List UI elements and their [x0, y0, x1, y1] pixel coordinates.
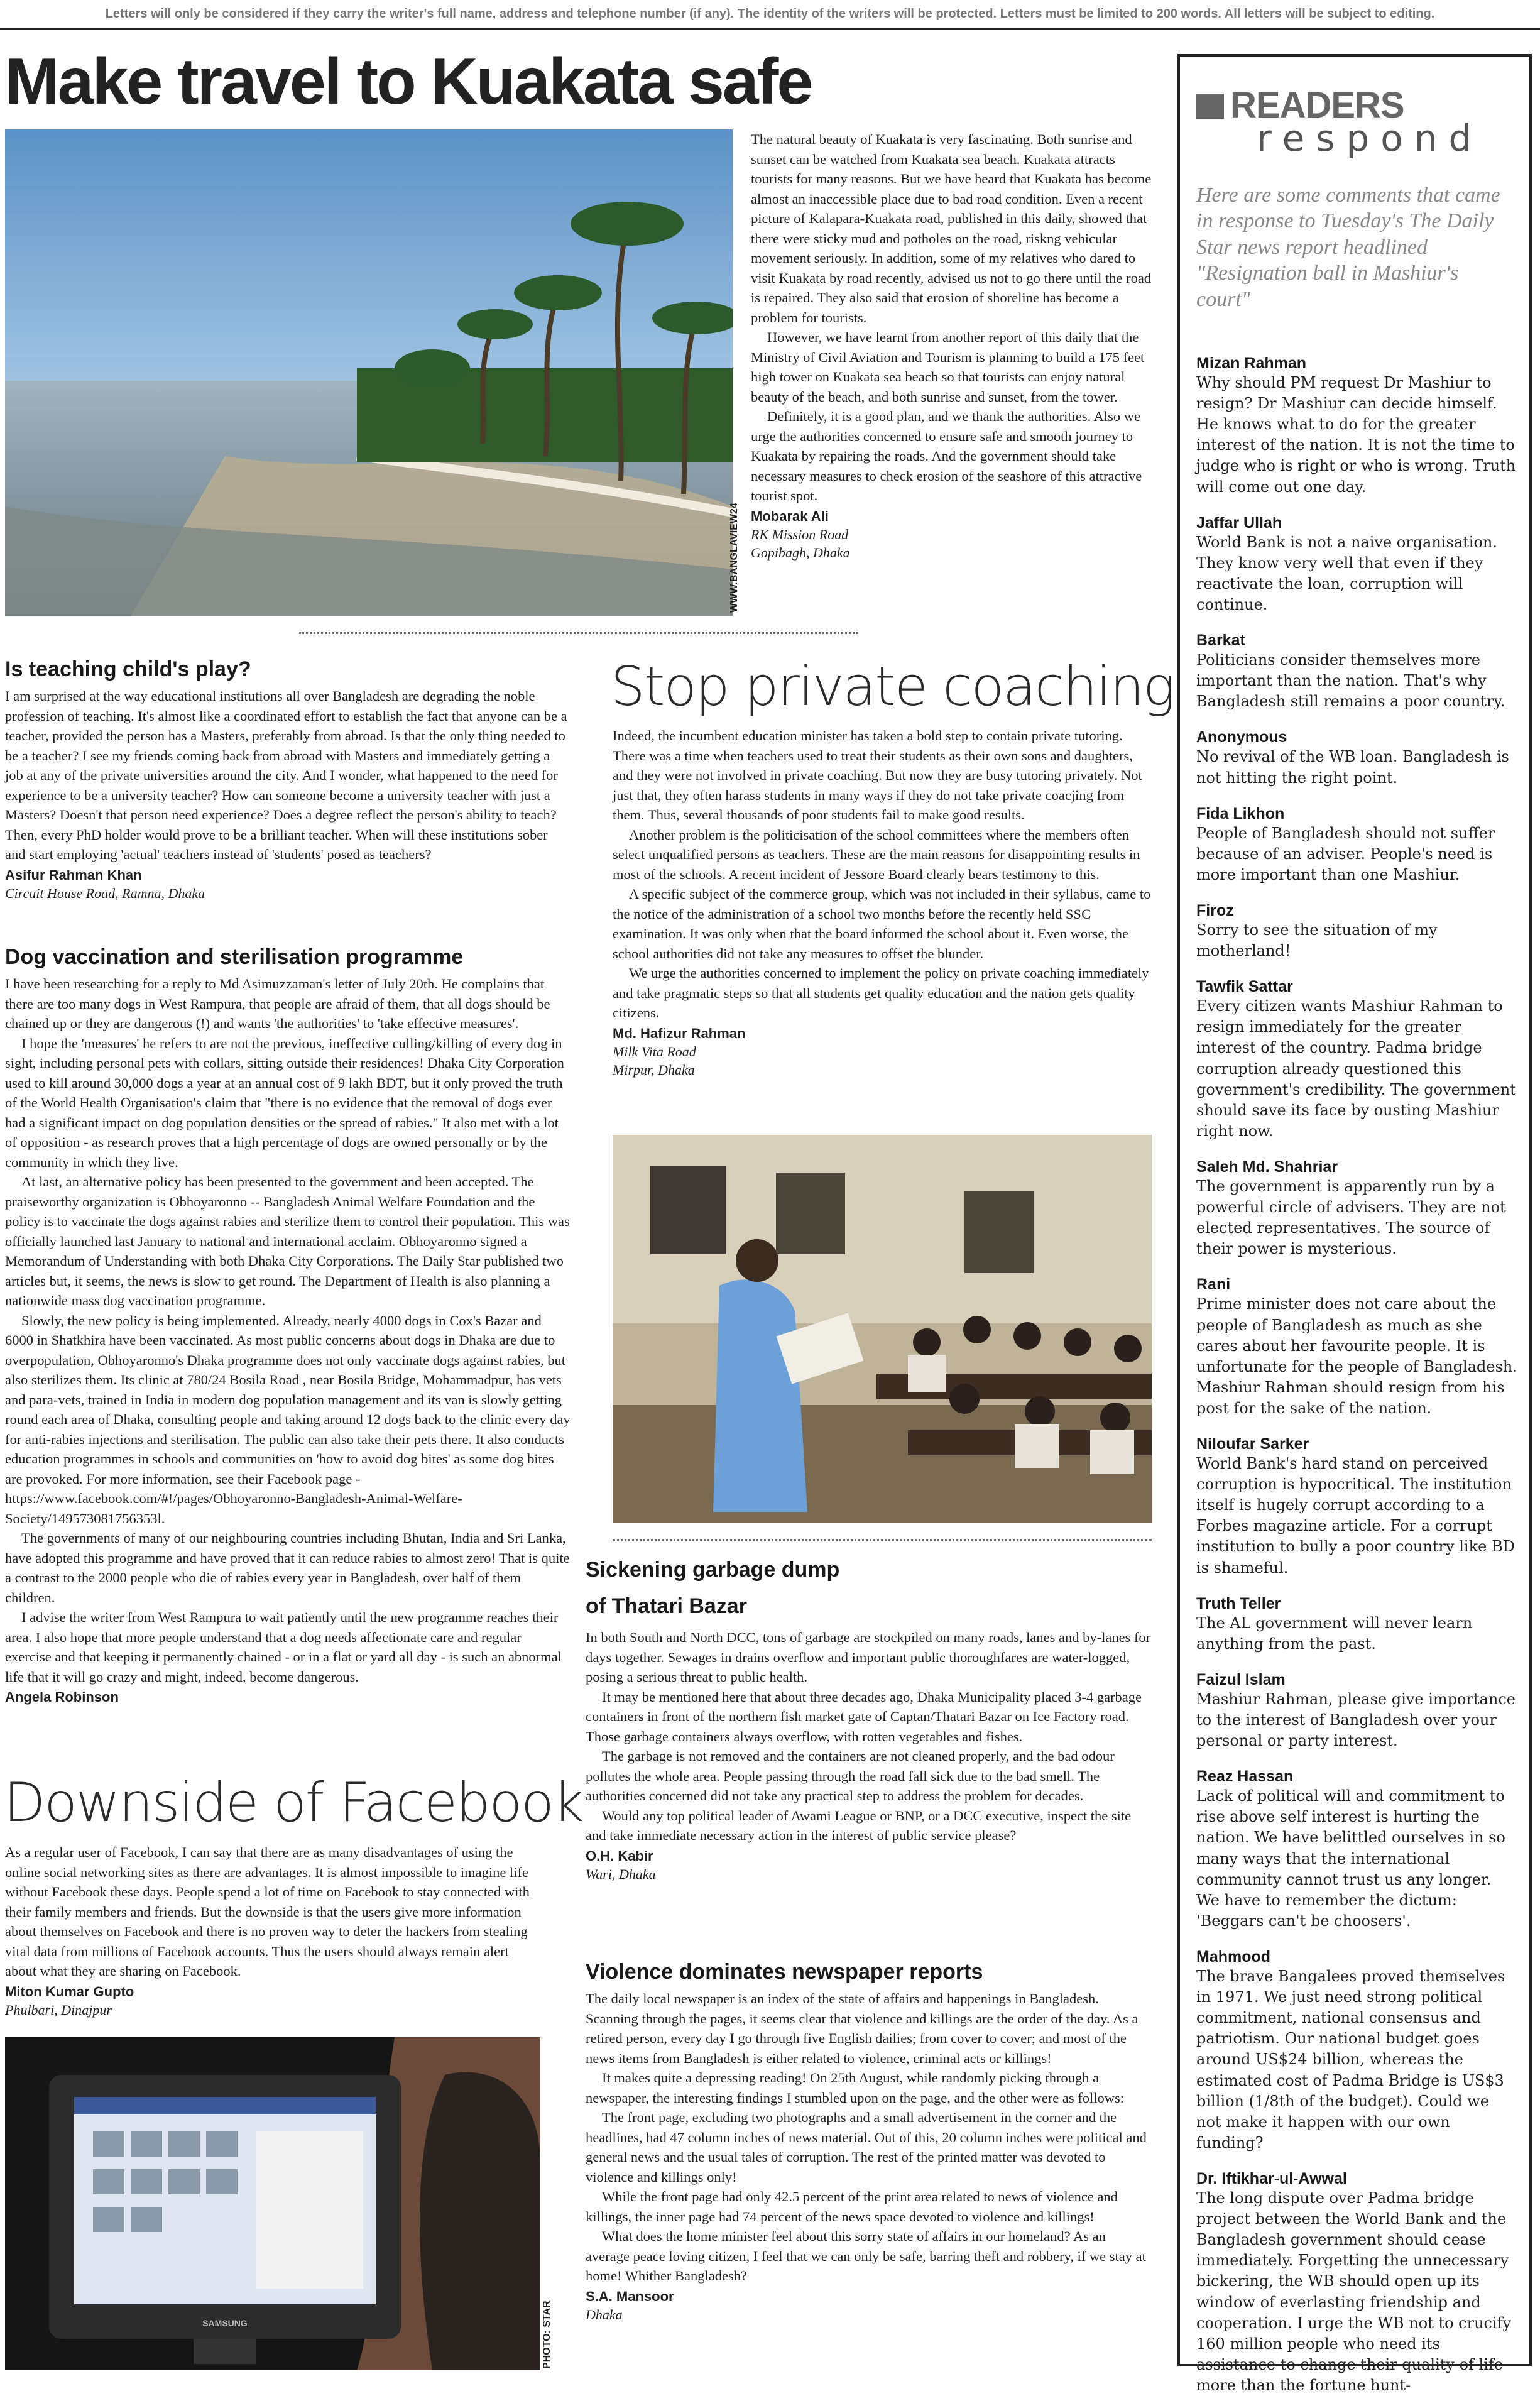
teaching-signature: Asifur Rahman Khan	[5, 867, 142, 883]
dogs-signature: Angela Robinson	[5, 1689, 119, 1705]
comment-text: World Bank is not a naive organisation. They know very well that even if they reactivate the loan, corruption will continue.	[1196, 533, 1497, 613]
readers-title-word2: respond	[1257, 117, 1483, 160]
coaching-address: Milk Vita Road	[613, 1044, 696, 1060]
readers-title-word1: READERS	[1230, 85, 1404, 126]
facebook-paragraph: As a regular user of Facebook, I can say that there are as many disadvantages of using the online social networking sites as there are advantages. It is almost impossible to imagine life without Facebook these days. People spend a lot of time on Facebook to stay connected with their family members and friends. But the downside is that the users give more information about themselves on Facebook and there is no proven way to deter the hackers from stealing vital data from millions of Facebook accounts. Thus the users should always remain alert about what they are sharing on Facebook.	[5, 1844, 530, 1979]
facebook-address: Phulbari, Dinajpur	[5, 2002, 112, 2018]
kuakata-signature: Mobarak Ali	[751, 508, 829, 524]
list-item	[1196, 902, 1518, 961]
comment-text: Sorry to see the situation of my motherland!	[1196, 921, 1438, 960]
kuakata-letter-body	[751, 129, 1153, 562]
kuakata-paragraph: The natural beauty of Kuakata is very fascinating. Both sunrise and sunset can be watched from Kuakata sea beach. Kuakata attracts tourists for many reasons. But we have heard that Kuakata has become almost an inaccessible place due to bad road condition. Even a recent picture of Kalapara-Kuakata road, published in this daily, showed that there were sticky mud and potholes on the road, riskng vehicular movement seriously. In addition, some of my relatives who dared to visit Kuakata by road recently, advised us not to go there until the road is repaired. They also said that erosion of shoreline has become a problem for tourists.	[751, 131, 1152, 325]
list-item	[1196, 1948, 1518, 2153]
comment-author: Tawfik Sattar	[1196, 978, 1293, 996]
kuakata-paragraph: However, we have learnt from another report of this daily that the Ministry of Civil Aviation and Tourism is planning to build a 175 feet high tower on Kuakata sea beach so that tourists can enjoy natural beauty of the beach, and both sunrise and sunset, from the tower.	[751, 329, 1145, 405]
dogs-paragraph: Slowly, the new policy is being implemented. Already, nearly 4000 dogs in Cox's Bazar and 6000 in Shatkhira have been vaccinated. As most public concerns about dogs in Dhaka are due to overpopulation, Obhoyaronno's Dhaka programme does not only vaccinate dogs against rabies, but also sterilizes them. Its clinic at 780/24 Bosila Road , near Bosila Bridge, Mohammadpur, has vets and para-vets, trained in India in modern dog population management and its van is slowly getting round each area of Dhaka, consulting people and taking around 12 dogs back to the clinic every day for anti-rabies injections and sterilisation. The public can also take their pets there. It also conducts education programmes in schools and communities on 'how to avoid dog bites' as some dog bites are provoked. For more information, see their Facebook page -https://www.facebook.com/#!/pages/Obhoyaronno-Bangladesh-Animal-Welfare-Society/149573081756353l.	[5, 1312, 571, 1526]
list-item	[1196, 1435, 1518, 1578]
garbage-paragraph: It may be mentioned here that about three decades ago, Dhaka Municipality placed 3-4 garbage containers in front of the northern fish market gate of Captan/Thatari Bazar on Ice Factory road. Those garbage containers always overflow, with rotten vegetables and fishes.	[586, 1688, 1142, 1744]
classroom-photo	[613, 1135, 1152, 1523]
comment-author: Firoz	[1196, 901, 1234, 919]
list-item	[1196, 1768, 1518, 1932]
garbage-paragraph: Would any top political leader of Awami League or BNP, or a DCC executive, inspect the site and take immediate necessary action in the interest of public service please?	[586, 1807, 1132, 1843]
kuakata-address: RK Mission Road	[751, 527, 849, 543]
kuakata-photo-credit: WWW.BANGLAVIEW24	[729, 503, 740, 613]
headline-teaching: Is teaching child's play?	[5, 657, 251, 681]
violence-letter-body	[586, 1989, 1153, 2324]
violence-paragraph: What does the home minister feel about this sorry state of affairs in our homeland? As an average peace loving citizen, I feel that we can only be safe, barring theft and robbery, if we stay at home! Whither Bangladesh?	[586, 2228, 1146, 2284]
headline-garbage-line2: of Thatari Bazar	[586, 1594, 747, 1618]
list-item	[1196, 1595, 1518, 1655]
comment-author: Saleh Md. Shahriar	[1196, 1157, 1338, 1176]
list-item	[1196, 1671, 1518, 1751]
comment-text: Why should PM request Dr Mashiur to resign? Dr Mashiur can decide himself. He knows what to do for the greater interest of the nation. It is not the time to judge who is right or who is wrong. Truth will come out one day.	[1196, 374, 1516, 496]
headline-kuakata: Make travel to Kuakata safe	[5, 45, 812, 118]
comment-text: No revival of the WB loan. Bangladesh is not hitting the right point.	[1196, 748, 1509, 787]
computer-illustration	[5, 2037, 540, 2370]
headline-violence: Violence dominates newspaper reports	[586, 1960, 983, 1984]
beach-illustration	[5, 129, 733, 616]
list-item	[1196, 632, 1518, 712]
violence-signature: S.A. Mansoor	[586, 2288, 674, 2304]
garbage-paragraph: In both South and North DCC, tons of garbage are stockpiled on many roads, lanes and by-lanes for days together. Sewages in drains overflow and important public thoroughfares are water-logged, posing a serious threat to public health.	[586, 1629, 1151, 1685]
comment-text: The AL government will never learn anything from the past.	[1196, 1614, 1473, 1653]
comment-text: Every citizen wants Mashiur Rahman to resign immediately for the greater interest of the country. Padma bridge corruption already questioned this government's credibility. The government should save its face by ousting Mashiur right now.	[1196, 997, 1516, 1140]
comment-author: Reaz Hassan	[1196, 1768, 1294, 1786]
comment-author: Niloufar Sarker	[1196, 1435, 1309, 1453]
facebook-signature: Miton Kumar Gupto	[5, 1983, 134, 1999]
square-icon	[1196, 94, 1224, 119]
comment-author: Jaffar Ullah	[1196, 513, 1282, 532]
comment-text: Lack of political will and commitment to rise above self interest is hurting the nation. We have belittled ourselves in so many ways that the international community cannot trust us any longer. We have to remember the dictum: 'Beggars can't be choosers'.	[1196, 1787, 1505, 1930]
headline-facebook: Downside of Facebook	[4, 1771, 583, 1834]
comment-author: Dr. Iftikhar-ul-Awwal	[1196, 2170, 1347, 2187]
comment-text: World Bank's hard stand on perceived corruption is hypocritical. The institution itself is hugely corrupt according to a Forbes magazine article. For a corrupt institution to bully a poor country like BD is shameful.	[1196, 1455, 1515, 1577]
divider-middle	[613, 1539, 1152, 1541]
dogs-letter-body	[5, 974, 571, 1707]
coaching-paragraph: A specific subject of the commerce group, which was not included in their syllabus, came to the notice of the administration of a school two months before the recently held SSC examination. It was only when that the board informed the school about it. Even worse, the school authorities did not take any measures to offset the blunder.	[613, 886, 1151, 961]
letters-notice: Letters will only be considered if they carry the writer's full name, address and telephone number (if any). The identity of the writers will be protected. Letters must be limited to 200 words. All letters will be subject to editing.	[0, 0, 1540, 30]
list-item	[1196, 514, 1518, 615]
violence-paragraph: The front page, excluding two photographs and a small advertisement in the corner and the headlines, had 47 column inches of news material. Out of this, 20 column inches were political and general news and the usual tales of corruption. The rest of the printed matter was devoted to violence and killings only!	[586, 2109, 1147, 2185]
dogs-paragraph: I have been researching for a reply to Md Asimuzzaman's letter of July 20th. He complains that there are too many dogs in West Rampura, that people are afraid of them, that all dogs should be chained up or they are dangerous (!) and wants 'the authorities' to 'take effective measures'.	[5, 976, 550, 1031]
coaching-paragraph: Another problem is the politicisation of the school committees where the members often select unqualified persons as teachers. These are the main reasons for disappointing results in most of the schools. A recent incident of Jessore Board clearly bears testimony to this.	[613, 826, 1140, 882]
readers-intro: Here are some comments that came in response to Tuesday's The Daily Star news report headlined "Resignation ball in Mashiur's court"	[1196, 183, 1500, 311]
kuakata-beach-photo	[5, 129, 733, 616]
coaching-paragraph: Indeed, the incumbent education minister has taken a bold step to contain private tutoring. There was a time when teachers used to treat their students as their own sons and daughters, and they were not involved in private coaching. But now they are busy tutoring privately. Not just that, they often harass students in many ways if they do not take private coacjing from them. Thus, several thousands of poor students fail to make good results.	[613, 728, 1142, 823]
headline-dogs: Dog vaccination and sterilisation programme	[5, 945, 464, 969]
readers-respond-box	[1177, 54, 1532, 2394]
list-item	[1196, 1158, 1518, 1259]
teaching-paragraph: I am surprised at the way educational institutions all over Bangladesh are degrading the noble profession of teaching. It's almost like a coordinated effort to establish the fact that anyone can be a teacher, provided the person has a Masters, preferably from abroad. Is that the only thing needed to be a teacher? I see my friends coming back from abroad with Masters and immediately getting a job at any of the private universities around the city. And I wonder, what happened to the need for experience to be a university teacher? How can someone become a university teacher with just a Masters? Doesn't that person need experience? Does a degree reflect the person's ability to teach? Then, every PhD holder would prove to be a brilliant teacher. When will these institutions sober and start employing 'actual' teachers instead of 'students' posed as teachers?	[5, 688, 567, 862]
dogs-paragraph: The governments of many of our neighbouring countries including Bhutan, India and Sri Lanka, have adopted this programme and have proved that it can reduce rabies to almost zero! That is quite a contrast to the 2000 people who die of rabies every year in Bangladesh, over half of them children.	[5, 1530, 570, 1606]
facebook-letter-body	[5, 1842, 539, 2020]
comment-author: Truth Teller	[1196, 1594, 1281, 1612]
garbage-paragraph: The garbage is not removed and the containers are not cleaned properly, and the bad odour pollutes the whole area. People passing through the road fall sick due to the bad smell. The authorities concerned did not take any practical step to address the problem for decades.	[586, 1748, 1115, 1803]
facebook-photo-credit: PHOTO: STAR	[542, 2300, 552, 2369]
garbage-address: Wari, Dhaka	[586, 1866, 656, 1883]
violence-address: Dhaka	[586, 2307, 623, 2323]
coaching-signature: Md. Hafizur Rahman	[613, 1025, 746, 1041]
violence-paragraph: It makes quite a depressing reading! On 25th August, while randomly picking through a newspaper, the interesting findings I stumbled upon on the page, and the other were as follows:	[586, 2070, 1125, 2106]
comment-author: Barkat	[1196, 632, 1245, 650]
classroom-illustration	[613, 1135, 1152, 1523]
monitor-brand: SAMSUNG	[202, 2318, 248, 2328]
comment-text: The long dispute over Padma bridge project between the World Bank and the Bangladesh government should cease immediately. Forgetting the unnecessary bickering, the WB should open up its window of everlasting friendship and cooperation. I urge the WB not to crucify 160 million people who need its assistance to change their quality of life more than the fortune hunt-	[1196, 2189, 1512, 2394]
dogs-paragraph: I advise the writer from West Rampura to wait patiently until the new programme reaches their area. I also hope that more people understand that a dog needs affectionate care and regular exercise and that keeping it permanently chained - or in a flat or yard all day - is such an abnormal life that it will go crazy and might, indeed, become dangerous.	[5, 1609, 562, 1685]
comment-author: Mahmood	[1196, 1948, 1271, 1966]
coaching-address: Mirpur, Dhaka	[613, 1061, 695, 1078]
list-item	[1196, 978, 1518, 1142]
headline-coaching: Stop private coaching	[611, 655, 1174, 718]
dogs-paragraph: At last, an alternative policy has been presented to the government and been accepted. The praiseworthy organization is Obhoyaronno -- Bangladesh Animal Welfare Foundation and the policy is to vaccinate the dogs against rabies and sterilize them to control their population. This was officially launched last January to national and international acclaim. Obhoyaronno signed a Memorandum of Understanding with both Dhaka City Corporations. The Daily Star published two articles but, it seems, the news is slow to get round. The Department of Health is also planning a nationwide mass dog vaccination programme.	[5, 1174, 570, 1308]
violence-paragraph: The daily local newspaper is an index of the state of affairs and happenings in Bangladesh. Scanning through the pages, it seems clear that violence and killings are the order of the day. As a retired person, every day I go through five English dailies; from cover to cover; and most of the news items from Bangladesh is either related to violence, criminal acts or killings!	[586, 1991, 1139, 2066]
comment-text: The government is apparently run by a powerful circle of advisers. They are not elected representatives. The source of their power is mysterious.	[1196, 1177, 1506, 1258]
coaching-letter-body	[613, 726, 1153, 1079]
comment-text: People of Bangladesh should not suffer because of an adviser. People's need is more important than one Mashiur.	[1196, 824, 1495, 883]
coaching-paragraph: We urge the authorities concerned to implement the policy on private coaching immediately and take pragmatic steps so that all students get quality education and the nation gets quality citizens.	[613, 965, 1149, 1020]
list-item	[1196, 2170, 1518, 2396]
comment-author: Mizan Rahman	[1196, 354, 1307, 372]
list-item	[1196, 728, 1518, 788]
teaching-address: Circuit House Road, Ramna, Dhaka	[5, 885, 205, 902]
dogs-paragraph: I hope the 'measures' he refers to are not the previous, ineffective culling/killing of every dog in sight, including personal pets with collars, sitting outside their residences! Dhaka City Corporation used to kill around 30,000 dogs a year at an annual cost of 9 lakh BDT, but it only proved the truth of the World Health Organisation's claim that "there is no evidence that the removal of dogs ever had a significant impact on dog population densities or the spread of rabies." It also met with a lot of opposition - as research proves that a high percentage of dogs are owned personally or by the community in which they live.	[5, 1035, 564, 1170]
comment-text: Politicians consider themselves more important than the nation. That's why Bangladesh still remains a poor country.	[1196, 651, 1505, 711]
readers-comments-list	[1196, 354, 1518, 2396]
headline-garbage-line1: Sickening garbage dump	[586, 1558, 840, 1582]
garbage-letter-body	[586, 1627, 1153, 1884]
garbage-signature: O.H. Kabir	[586, 1847, 653, 1864]
comment-author: Anonymous	[1196, 728, 1287, 747]
kuakata-paragraph: Definitely, it is a good plan, and we thank the authorities. Also we urge the authorities concerned to ensure safe and smooth journey to Kuakata by repairing the roads. And the government should take necessary measures to check erosion of the seashore of this attractive tourist spot.	[751, 408, 1142, 503]
comment-text: The brave Bangalees proved themselves in 1971. We just need strong political commitment, national consensus and patriotism. Our national budget goes around US$24 billion, whereas the estimated cost of Padma Bridge is US$3 billion (1/8th of the budget). Could we not make it happen with our own funding?	[1196, 1967, 1505, 2152]
comment-text: Mashiur Rahman, please give importance to the interest of Bangladesh over your personal or party interest.	[1196, 1690, 1515, 1750]
kuakata-address: Gopibagh, Dhaka	[751, 544, 850, 561]
comment-author: Faizul Islam	[1196, 1670, 1286, 1688]
comment-text: Prime minister does not care about the people of Bangladesh as much as she cares about her favourite people. It is unfortunate for the people of Bangladesh. Mashiur Rahman should resign from his post for the sake of the nation.	[1196, 1295, 1517, 1417]
list-item	[1196, 805, 1518, 885]
violence-paragraph: While the front page had only 42.5 percent of the print area related to news of violence and killings, the inner page had 74 percent of the news space devoted to violence and killings!	[586, 2189, 1118, 2224]
facebook-photo	[5, 2037, 540, 2370]
teaching-letter-body	[5, 686, 571, 903]
list-item	[1196, 1276, 1518, 1419]
comment-author: Rani	[1196, 1276, 1231, 1294]
comment-author: Fida Likhon	[1196, 804, 1285, 823]
divider-top	[299, 632, 858, 634]
list-item	[1196, 354, 1518, 498]
